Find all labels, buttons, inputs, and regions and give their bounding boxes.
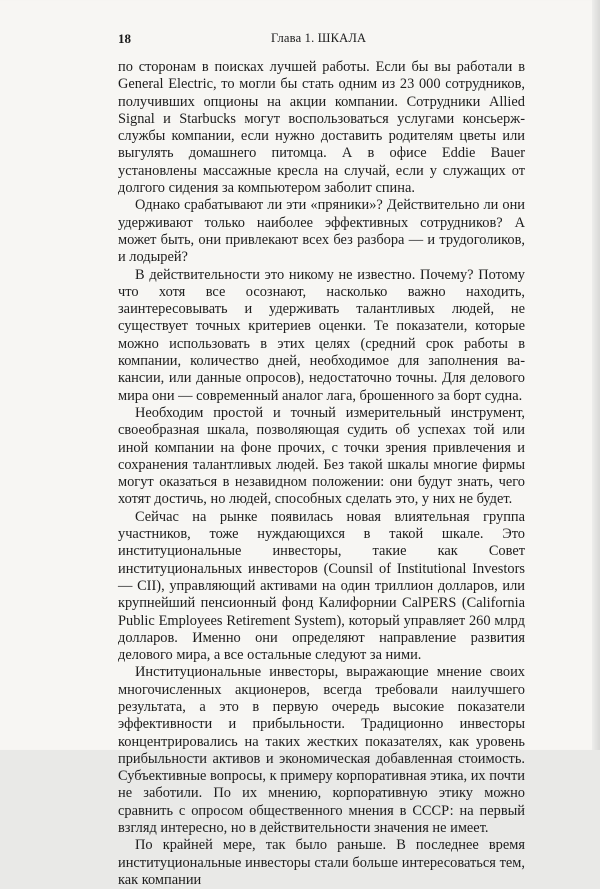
page-header <box>0 31 600 51</box>
body-text <box>118 59 525 889</box>
page-edge-shadow <box>592 0 600 750</box>
paragraph: В действительности это никому не известно. Почему? Потому что хотя все осознают, насколько важно находить, заинтересовывать и удерживать талантливых людей, не существует точных критериев оценки. Те показатели, которые можно использовать в этих целях (средний срок работы в компании, количество дней, необходимое для заполнения вакансии, или данные опросов), недостаточно точны. Для делового мира они — современный аналог лага, брошенного за борт судна. <box>118 266 525 404</box>
paragraph: Институциональные инвесторы, выражающие мнение своих многочисленных акционеров, всегда требовали наилучшего результата, а это в первую очередь высокие показатели эффективности и прибыльности. Традиционно инвесторы концентрировались на таких жестких показателях, как уровень прибыльности активов и экономическая добавленная стоимость. Субъективные вопросы, к примеру корпоративная этика, их почти не заботили. По их мнению, корпоративную этику можно сравнить с опросом общественного мнения в СССР: на первый взгляд интересно, но в действительности значения не имеет. <box>118 664 525 837</box>
paragraph: Сейчас на рынке появилась новая влиятельная группа участников, тоже нуждающихся в такой шкале. Это институциональные инвесторы, такие как Совет институциональных инвесторов (Counsil of Institutional Investors — CII), управляющий активами на один триллион долларов, или крупнейший пенсионный фонд Калифорнии CalPERS (California Public Employees Retirement System), который управляет 260 млрд долларов. Именно они определяют направление развития делового мира, а все остальные следуют за ними. <box>118 508 525 664</box>
paragraph: Однако срабатывают ли эти «пряники»? Действительно ли они удерживают только наиболее эффективных сотрудников? А может быть, они привлекают всех без разбора — и трудоголиков, и лодырей? <box>118 197 525 266</box>
paragraph: по сторонам в поисках лучшей работы. Если бы вы работали в General Electric, то могли бы стать одним из 23 000 сотрудников, получивших опционы на акции компании. Сотрудники Allied Signal и Starbucks могут воспользоваться услугами консьерж-службы компании, если нужно доставить родителям цветы или выгулять домашнего питомца. А в офисе Eddie Bauer установлены массажные кресла на случай, если у служащих от долгого сидения за компьютером заболит спина. <box>118 59 525 197</box>
paragraph: По крайней мере, так было раньше. В последнее время институциональные инвесторы стали больше интересоваться тем, как компании <box>118 837 525 888</box>
running-head: Глава 1. ШКАЛА <box>271 31 367 45</box>
paragraph: Необходим простой и точный измерительный инструмент, своеобразная шкала, позволяющая судить об успехах той или иной компании на фоне прочих, с точки зрения привлечения и сохранения талантливых людей. Без такой шкалы многие фирмы могут оказаться в незавидном положении: они будут знать, чего хотят достичь, но людей, способных сделать это, у них не будет. <box>118 404 525 508</box>
page-number: 18 <box>118 31 131 46</box>
